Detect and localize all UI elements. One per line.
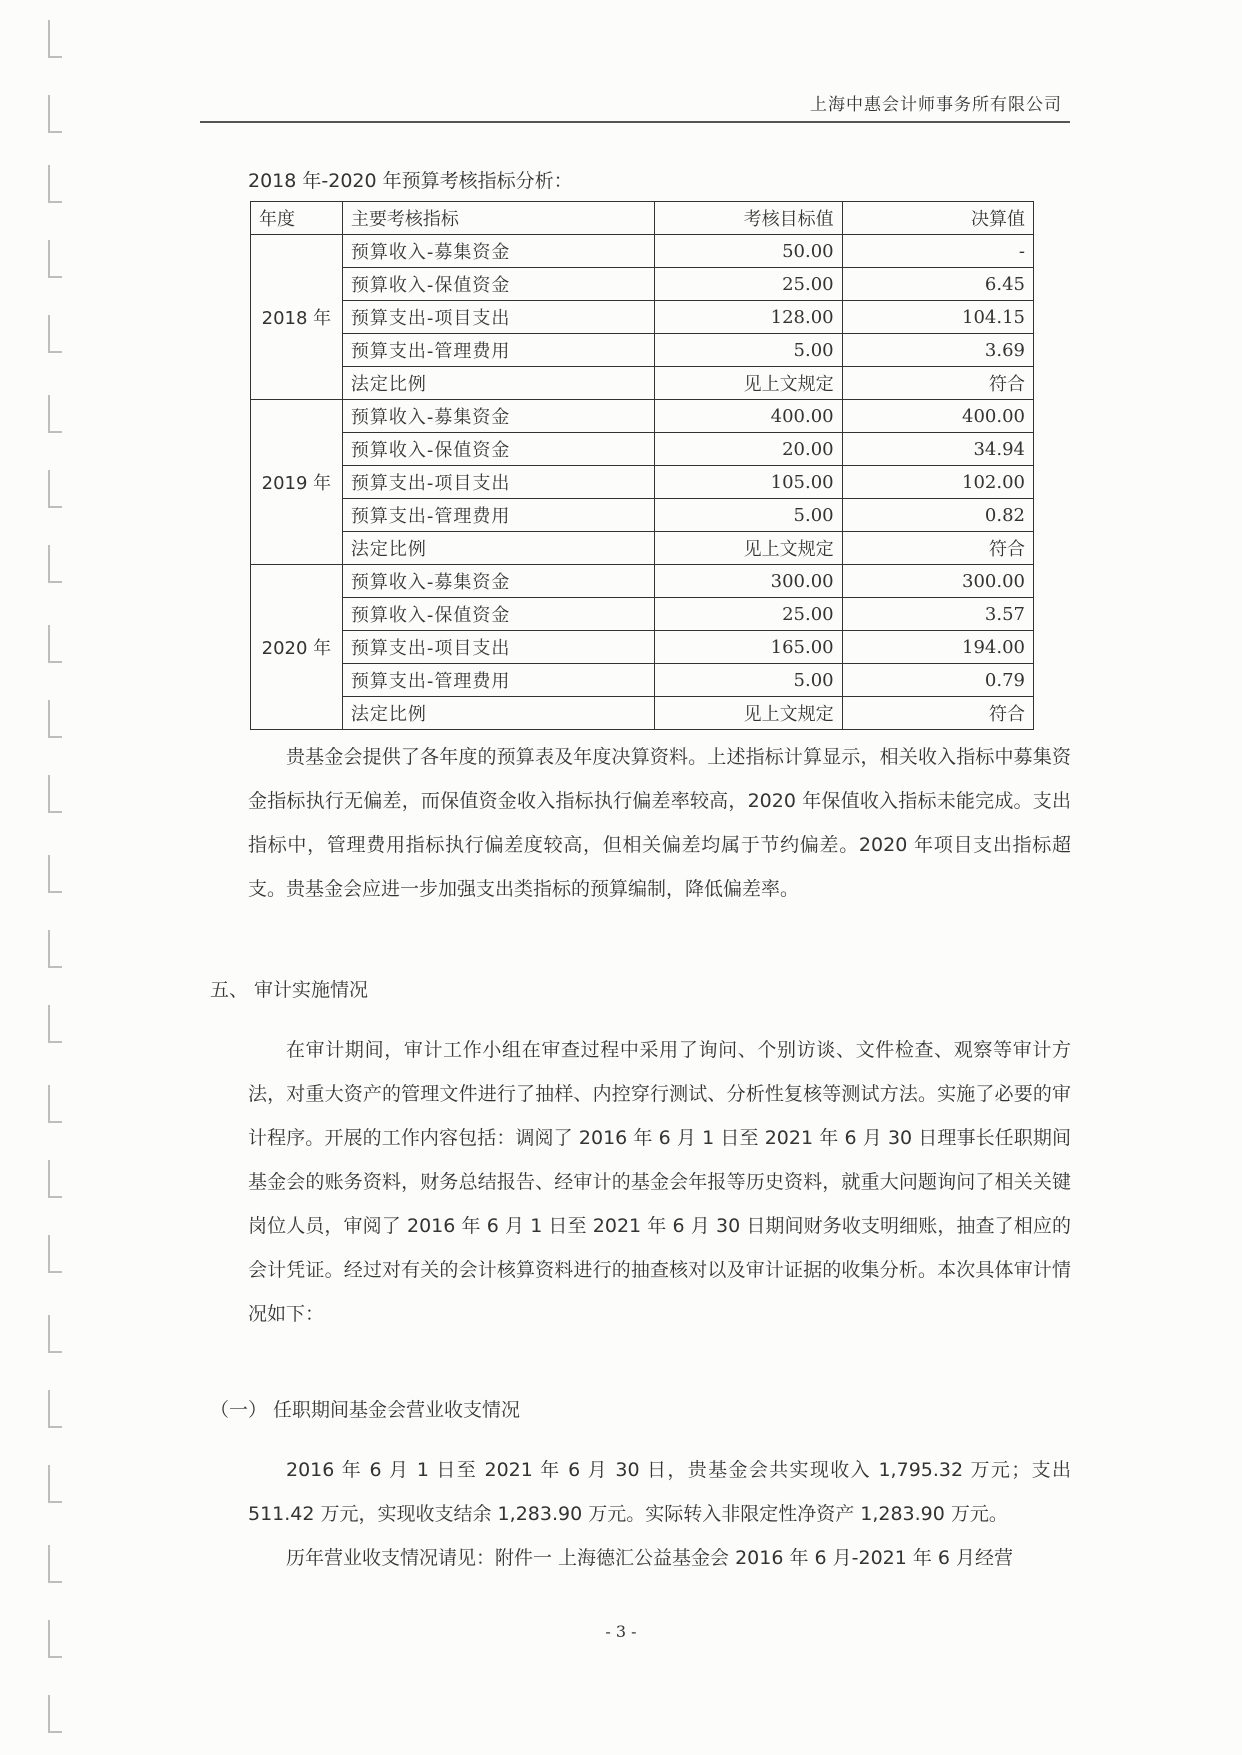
actual-cell: 符合 bbox=[842, 532, 1033, 565]
actual-cell: 3.57 bbox=[842, 598, 1033, 631]
actual-cell: 6.45 bbox=[842, 268, 1033, 301]
indicator-cell: 法定比例 bbox=[342, 697, 654, 730]
col-header-year: 年度 bbox=[251, 202, 343, 235]
indicator-cell: 法定比例 bbox=[342, 532, 654, 565]
indicator-cell: 预算支出-项目支出 bbox=[342, 631, 654, 664]
table-header-row bbox=[251, 202, 1034, 235]
table-row bbox=[251, 433, 1034, 466]
col-header-indicator: 主要考核指标 bbox=[342, 202, 654, 235]
indicator-cell: 预算收入-募集资金 bbox=[342, 235, 654, 268]
actual-cell: 34.94 bbox=[842, 433, 1033, 466]
target-cell: 165.00 bbox=[654, 631, 842, 664]
table-row bbox=[251, 664, 1034, 697]
table-row bbox=[251, 235, 1034, 268]
indicator-cell: 预算收入-保值资金 bbox=[342, 268, 654, 301]
section-heading-audit-implementation: 五、 审计实施情况 bbox=[210, 979, 369, 1001]
indicator-cell: 预算支出-管理费用 bbox=[342, 499, 654, 532]
actual-cell: 3.69 bbox=[842, 334, 1033, 367]
target-cell: 300.00 bbox=[654, 565, 842, 598]
target-cell: 5.00 bbox=[654, 664, 842, 697]
actual-cell: 0.82 bbox=[842, 499, 1033, 532]
table-row bbox=[251, 466, 1034, 499]
table-row bbox=[251, 598, 1034, 631]
header-rule bbox=[200, 121, 1070, 123]
indicator-cell: 预算收入-募集资金 bbox=[342, 565, 654, 598]
col-header-actual: 决算值 bbox=[842, 202, 1033, 235]
table-row bbox=[251, 499, 1034, 532]
paragraph-audit-procedures: 在审计期间，审计工作小组在审查过程中采用了询问、个别访谈、文件检查、观察等审计方法，对重大资产的管理文件进行了抽样、内控穿行测试、分析性复核等测试方法。实施了必要的审计程序。开展的工作内容包括：调阅了 2016 年 6 月 1 日至 2021 年 6 月 30 日理事长任职期间基金会的账务资料，财务总结报告、经审计的基金会年报等历史资料，就重大问题询问了相关关键岗位人员，审阅了 2016 年 6 月 1 日至 2021 年 6 月 30 日期间财务收支明细账，抽查了相应的会计凭证。经过对有关的会计核算资料进行的抽查核对以及审计证据的收集分析。本次具体审计情况如下： bbox=[248, 1039, 1071, 1325]
indicator-cell: 预算收入-保值资金 bbox=[342, 433, 654, 466]
target-cell: 50.00 bbox=[654, 235, 842, 268]
table-row bbox=[251, 532, 1034, 565]
table-caption: 2018 年-2020 年预算考核指标分析： bbox=[248, 170, 573, 192]
table-row bbox=[251, 367, 1034, 400]
actual-cell: 400.00 bbox=[842, 400, 1033, 433]
paragraph-income-summary: 2016 年 6 月 1 日至 2021 年 6 月 30 日，贵基金会共实现收入 1,795.32 万元；支出 511.42 万元，实现收支结余 1,283.90 万元。实际转入非限定性净资产 1,283.90 万元。 bbox=[248, 1459, 1071, 1525]
actual-cell: 300.00 bbox=[842, 565, 1033, 598]
target-cell: 25.00 bbox=[654, 598, 842, 631]
binding-edge-marks bbox=[38, 0, 68, 1755]
indicator-cell: 预算支出-项目支出 bbox=[342, 466, 654, 499]
target-cell: 见上文规定 bbox=[654, 367, 842, 400]
paragraph-annual-reference: 历年营业收支情况请见：附件一 上海德汇公益基金会 2016 年 6 月-2021 年 6 月经营 bbox=[286, 1547, 1014, 1569]
table-row bbox=[251, 631, 1034, 664]
actual-cell: 102.00 bbox=[842, 466, 1033, 499]
actual-cell: 194.00 bbox=[842, 631, 1033, 664]
target-cell: 20.00 bbox=[654, 433, 842, 466]
budget-indicator-table bbox=[250, 201, 1034, 730]
col-header-target: 考核目标值 bbox=[654, 202, 842, 235]
target-cell: 105.00 bbox=[654, 466, 842, 499]
target-cell: 5.00 bbox=[654, 499, 842, 532]
year-cell: 2019 年 bbox=[251, 400, 343, 565]
paragraph-budget-analysis: 贵基金会提供了各年度的预算表及年度决算资料。上述指标计算显示，相关收入指标中募集资金指标执行无偏差，而保值资金收入指标执行偏差率较高，2020 年保值收入指标未能完成。支出指标中，管理费用指标执行偏差度较高，但相关偏差均属于节约偏差。2020 年项目支出指标超支。贵基金会应进一步加强支出类指标的预算编制，降低偏差率。 bbox=[248, 746, 1071, 900]
actual-cell: 0.79 bbox=[842, 664, 1033, 697]
target-cell: 128.00 bbox=[654, 301, 842, 334]
table-row bbox=[251, 301, 1034, 334]
indicator-cell: 预算支出-项目支出 bbox=[342, 301, 654, 334]
subsection-heading-income-expense: （一） 任职期间基金会营业收支情况 bbox=[210, 1399, 521, 1421]
actual-cell: - bbox=[842, 235, 1033, 268]
indicator-cell: 预算支出-管理费用 bbox=[342, 334, 654, 367]
page-number: - 3 - bbox=[605, 1622, 637, 1641]
year-cell: 2020 年 bbox=[251, 565, 343, 730]
table-row bbox=[251, 334, 1034, 367]
target-cell: 见上文规定 bbox=[654, 697, 842, 730]
year-cell: 2018 年 bbox=[251, 235, 343, 400]
indicator-cell: 法定比例 bbox=[342, 367, 654, 400]
actual-cell: 符合 bbox=[842, 367, 1033, 400]
header-company-name: 上海中惠会计师事务所有限公司 bbox=[810, 95, 1062, 115]
table-row bbox=[251, 565, 1034, 598]
target-cell: 25.00 bbox=[654, 268, 842, 301]
actual-cell: 符合 bbox=[842, 697, 1033, 730]
target-cell: 400.00 bbox=[654, 400, 842, 433]
table-row bbox=[251, 400, 1034, 433]
table-row bbox=[251, 697, 1034, 730]
indicator-cell: 预算支出-管理费用 bbox=[342, 664, 654, 697]
indicator-cell: 预算收入-保值资金 bbox=[342, 598, 654, 631]
table-row bbox=[251, 268, 1034, 301]
indicator-cell: 预算收入-募集资金 bbox=[342, 400, 654, 433]
target-cell: 见上文规定 bbox=[654, 532, 842, 565]
actual-cell: 104.15 bbox=[842, 301, 1033, 334]
target-cell: 5.00 bbox=[654, 334, 842, 367]
